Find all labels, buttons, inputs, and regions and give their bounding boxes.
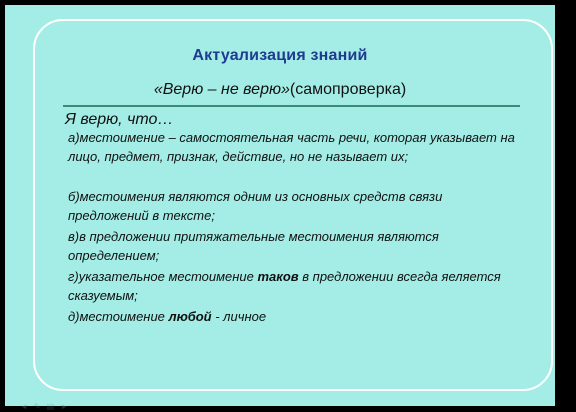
statement-text: б)местоимения являются одним из основных средств связи предложений в тексте; bbox=[68, 189, 443, 223]
statement-e bbox=[68, 308, 518, 327]
statement-d bbox=[68, 268, 518, 305]
statement-text-end: - личное bbox=[211, 309, 267, 324]
statement-highlight: таков bbox=[257, 269, 299, 284]
statement-text: д)местоимение bbox=[68, 309, 169, 324]
subtitle-quote: «Верю – не верю» bbox=[153, 81, 290, 98]
slide-subtitle bbox=[5, 81, 555, 99]
statement-text-end: в предложении всегда яеляется сказуемым; bbox=[68, 269, 501, 303]
pen-icon[interactable]: ✎ bbox=[33, 402, 41, 411]
statement-c bbox=[68, 228, 518, 265]
statement-text: в)в предложении притяжательные местоимения являются определением; bbox=[68, 229, 439, 263]
statement-text: а)местоимение – самостоятельная часть речи, которая указывает на лицо, предмет, признак, действие, но не называет их; bbox=[68, 130, 515, 164]
statement-b bbox=[68, 188, 518, 225]
statement-a bbox=[68, 129, 518, 166]
slide-title: Актуализация знаний bbox=[192, 47, 368, 64]
slide bbox=[5, 5, 555, 411]
arrow-right-icon[interactable]: ► bbox=[60, 402, 69, 411]
divider-line bbox=[63, 105, 520, 107]
lead-text: Я верю, что… bbox=[65, 111, 174, 128]
statement-text: г)указательное местоимение bbox=[68, 269, 258, 284]
subtitle-tail: (самопроверка) bbox=[289, 81, 407, 98]
arrow-left-icon[interactable]: ◄ bbox=[20, 402, 28, 411]
statement-highlight: любой bbox=[168, 309, 212, 324]
menu-icon[interactable]: ▤ bbox=[46, 402, 55, 411]
